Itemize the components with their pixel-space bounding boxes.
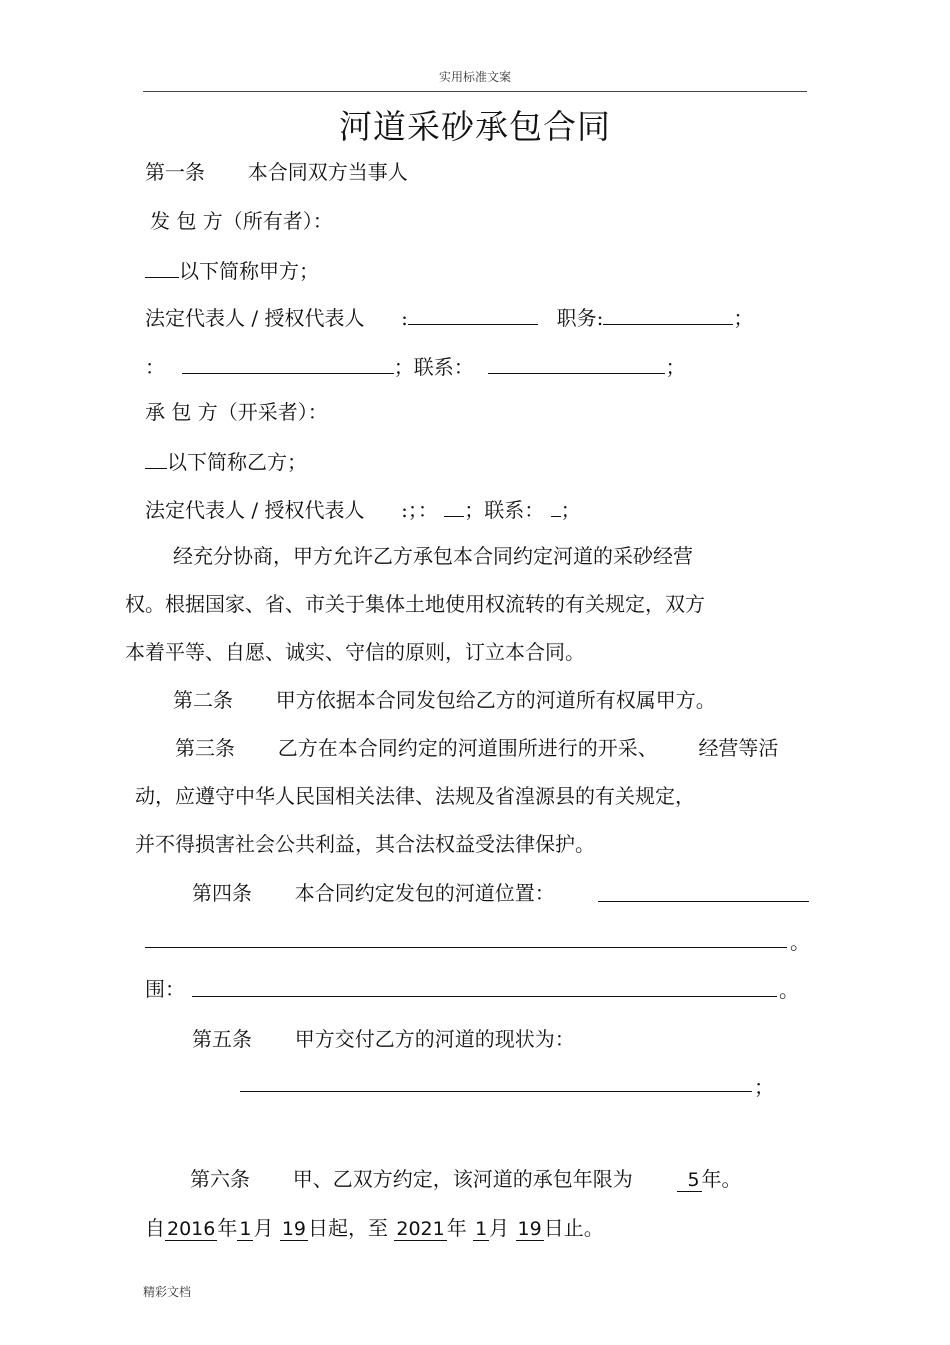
location-blank-2[interactable]: [145, 947, 787, 948]
start-day[interactable]: 19: [281, 1218, 306, 1240]
party-b-short-line: [145, 446, 307, 476]
party-b-short: 以下简称乙方；: [167, 450, 307, 474]
term-years[interactable]: 5: [677, 1169, 701, 1192]
range-blank[interactable]: [192, 996, 777, 997]
rep-name-blank[interactable]: [408, 302, 538, 325]
article3-text-1b: 经营等活: [698, 736, 779, 760]
article1-line: [145, 158, 408, 186]
article1-text: 本合同双方当事人: [247, 160, 408, 184]
contact-blank[interactable]: [488, 351, 665, 374]
contact-label: ；联系：: [393, 355, 474, 379]
document-title: 河道采砂承包合同: [339, 107, 611, 146]
article2-heading: 第二条: [173, 688, 233, 712]
position-label: 职务:: [556, 306, 604, 330]
article5-line: [192, 1025, 575, 1053]
article6-line-2: [145, 1214, 604, 1243]
party-a-short: 以下简称甲方；: [179, 259, 319, 283]
article3-heading: 第三条: [175, 736, 235, 760]
article5-heading: 第五条: [192, 1027, 252, 1051]
status-end: ；: [754, 1075, 774, 1099]
article6-line-1: [190, 1165, 742, 1194]
party-a-rep-line: [145, 302, 753, 332]
month-char: 月: [253, 1216, 274, 1240]
year-char: 年: [217, 1216, 238, 1240]
page-footer: 精彩文档: [143, 1285, 192, 1299]
party-b-rep-line: [145, 494, 581, 524]
article6-text: 甲、乙双方约定，该河道的承包年限为: [292, 1167, 633, 1191]
article4-text: 本合同约定发包的河道位置：: [294, 881, 555, 905]
year-char: 年: [446, 1216, 467, 1240]
from-label: 自: [145, 1216, 165, 1240]
rep-colon: :: [401, 306, 408, 330]
party-b-blank[interactable]: [145, 446, 167, 469]
article3-line-3: 并不得损害社会公共利益，其合法权益受法律保护。: [135, 832, 595, 856]
article3-line-2: 动，应遵守中华人民国相关法律、法规及省湟源县的有关规定，: [135, 784, 695, 808]
party-b-label: 承 包 方（开采者）：: [145, 400, 328, 424]
party-a-contact-line: [145, 351, 685, 381]
article6-heading: 第六条: [190, 1167, 250, 1191]
semi: ；: [733, 306, 754, 330]
b-rep-blank[interactable]: [444, 494, 464, 517]
start-tail: 日起，至: [308, 1216, 388, 1240]
b-rep-tail-2: ；联系：: [464, 498, 545, 522]
range-label: 围：: [145, 977, 185, 1001]
semi: ；: [665, 355, 686, 379]
b-contact-blank[interactable]: [551, 494, 561, 517]
year-unit: 年。: [701, 1167, 742, 1191]
location-blank[interactable]: [598, 901, 809, 902]
article3-line-1: [175, 734, 778, 762]
position-blank[interactable]: [603, 302, 733, 325]
start-year[interactable]: 2016: [167, 1218, 216, 1240]
rep-label: 法定代表人 / 授权代表人: [145, 306, 365, 330]
start-month[interactable]: 1: [239, 1218, 252, 1240]
location-end: 。: [790, 930, 810, 954]
article4-heading: 第四条: [192, 881, 252, 905]
end-month[interactable]: 1: [475, 1218, 488, 1240]
intro-line-1: 经充分协商，甲方允许乙方承包本合同约定河道的采砂经营: [173, 544, 693, 568]
article1-heading: 第一条: [145, 160, 205, 184]
article3-text-1a: 乙方在本合同约定的河道围所进行的开采、: [277, 736, 658, 760]
end-year[interactable]: 2021: [396, 1218, 445, 1240]
range-end: 。: [779, 978, 799, 1002]
address-blank[interactable]: [182, 351, 394, 374]
colon: ：: [145, 355, 165, 379]
header-divider: [143, 91, 807, 92]
end-tail: 日止。: [543, 1216, 604, 1240]
intro-line-3: 本着平等、自愿、诚实、守信的原则，订立本合同。: [125, 640, 585, 664]
page-header: 实用标准文案: [438, 70, 511, 84]
article5-text: 甲方交付乙方的河道的现状为：: [294, 1027, 575, 1051]
end-day[interactable]: 19: [517, 1218, 542, 1240]
article2-line: [173, 686, 716, 714]
b-rep-tail-1: :；：: [401, 498, 438, 522]
party-a-short-line: [145, 255, 319, 285]
party-a-blank[interactable]: [145, 255, 179, 278]
rep-label: 法定代表人 / 授权代表人: [145, 498, 365, 522]
status-blank[interactable]: [240, 1091, 752, 1092]
article4-line: [192, 879, 555, 907]
party-a-label: 发 包 方（所有者）：: [150, 209, 333, 233]
article2-text: 甲方依据本合同发包给乙方的河道所有权属甲方。: [275, 688, 716, 712]
intro-line-2: 权。根据国家、省、市关于集体土地使用权流转的有关规定，双方: [125, 592, 705, 616]
b-rep-tail-3: ；: [560, 498, 581, 522]
month-char: 月: [489, 1216, 510, 1240]
